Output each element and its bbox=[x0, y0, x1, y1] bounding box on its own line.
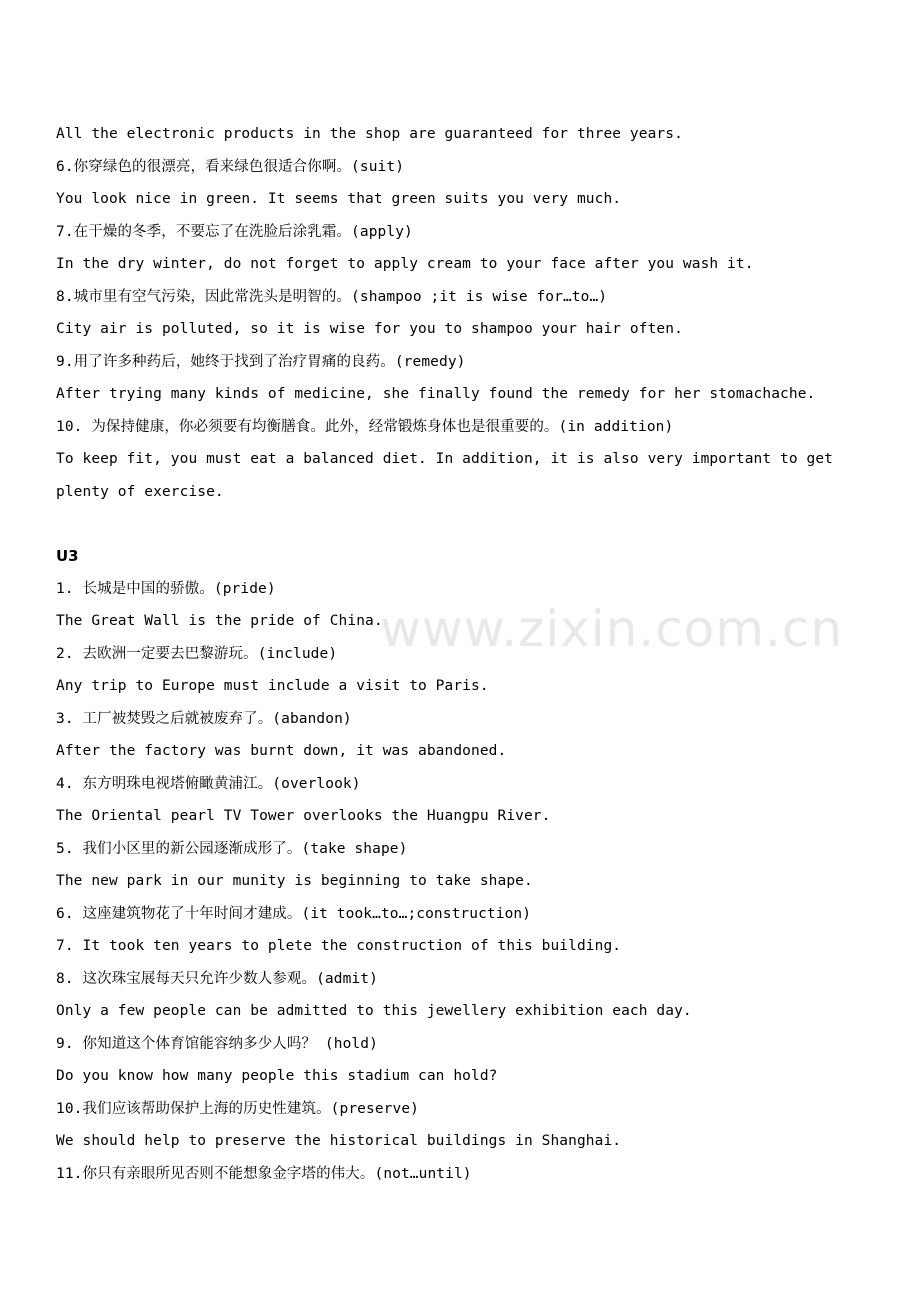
document-page bbox=[56, 118, 876, 1190]
section-u3 bbox=[56, 540, 876, 1190]
answer-line: The new park in our munity is beginning to take shape. bbox=[56, 873, 533, 889]
question-line: 7.在干燥的冬季，不要忘了在洗脸后涂乳霜。(apply) bbox=[56, 223, 413, 240]
answer-line: 7. It took ten years to plete the construction of this building. bbox=[56, 938, 622, 954]
question-line: 9. 你知道这个体育馆能容纳多少人吗？ (hold) bbox=[56, 1035, 378, 1052]
question-line: 1. 长城是中国的骄傲。(pride) bbox=[56, 580, 276, 597]
answer-line: Only a few people can be admitted to this jewellery exhibition each day. bbox=[56, 1003, 692, 1019]
answer-line: To keep fit, you must eat a balanced diet. In addition, it is also very important to get bbox=[56, 451, 834, 467]
answer-line: The Oriental pearl TV Tower overlooks the Huangpu River. bbox=[56, 808, 551, 824]
question-line: 3. 工厂被焚毁之后就被废弃了。(abandon) bbox=[56, 710, 352, 727]
question-line: 4. 东方明珠电视塔俯瞰黄浦江。(overlook) bbox=[56, 775, 361, 792]
answer-line: The Great Wall is the pride of China. bbox=[56, 613, 383, 629]
question-line: 5. 我们小区里的新公园逐渐成形了。(take shape) bbox=[56, 840, 408, 857]
answer-line: plenty of exercise. bbox=[56, 483, 224, 500]
question-line: 9.用了许多种药后，她终于找到了治疗胃痛的良药。(remedy) bbox=[56, 353, 466, 370]
answer-line: Any trip to Europe must include a visit to Paris. bbox=[56, 678, 489, 694]
answer-line: City air is polluted, so it is wise for you to shampoo your hair often. bbox=[56, 321, 683, 337]
answer-line: In the dry winter, do not forget to apply cream to your face after you wash it. bbox=[56, 256, 754, 272]
question-line: 11.你只有亲眼所见否则不能想象金字塔的伟大。(not…until) bbox=[56, 1165, 472, 1182]
watermark-text: www.zixin.com.cn bbox=[380, 600, 844, 658]
answer-line: After trying many kinds of medicine, she finally found the remedy for her stomachache. bbox=[56, 386, 816, 402]
question-line: 10. 为保持健康，你必须要有均衡膳食。此外，经常锻炼身体也是很重要的。(in addition) bbox=[56, 418, 674, 435]
section-spacer bbox=[56, 508, 876, 540]
answer-line: You look nice in green. It seems that green suits you very much. bbox=[56, 191, 622, 207]
answer-line: After the factory was burnt down, it was abandoned. bbox=[56, 743, 507, 759]
question-line: 8. 这次珠宝展每天只允许少数人参观。(admit) bbox=[56, 970, 378, 987]
section-heading: U3 bbox=[56, 547, 79, 565]
answer-line: Do you know how many people this stadium can hold? bbox=[56, 1068, 498, 1084]
answer-line: We should help to preserve the historical buildings in Shanghai. bbox=[56, 1133, 622, 1149]
question-line: 6. 这座建筑物花了十年时间才建成。(it took…to…;construction) bbox=[56, 905, 532, 922]
question-line: 10.我们应该帮助保护上海的历史性建筑。(preserve) bbox=[56, 1100, 419, 1117]
question-line: 6.你穿绿色的很漂亮，看来绿色很适合你啊。(suit) bbox=[56, 158, 405, 175]
text-line: All the electronic products in the shop are guaranteed for three years. bbox=[56, 126, 683, 142]
question-line: 8.城市里有空气污染，因此常洗头是明智的。(shampoo ;it is wise for…to…) bbox=[56, 288, 608, 305]
section-u2-continued bbox=[56, 118, 876, 508]
question-line: 2. 去欧洲一定要去巴黎游玩。(include) bbox=[56, 645, 338, 662]
